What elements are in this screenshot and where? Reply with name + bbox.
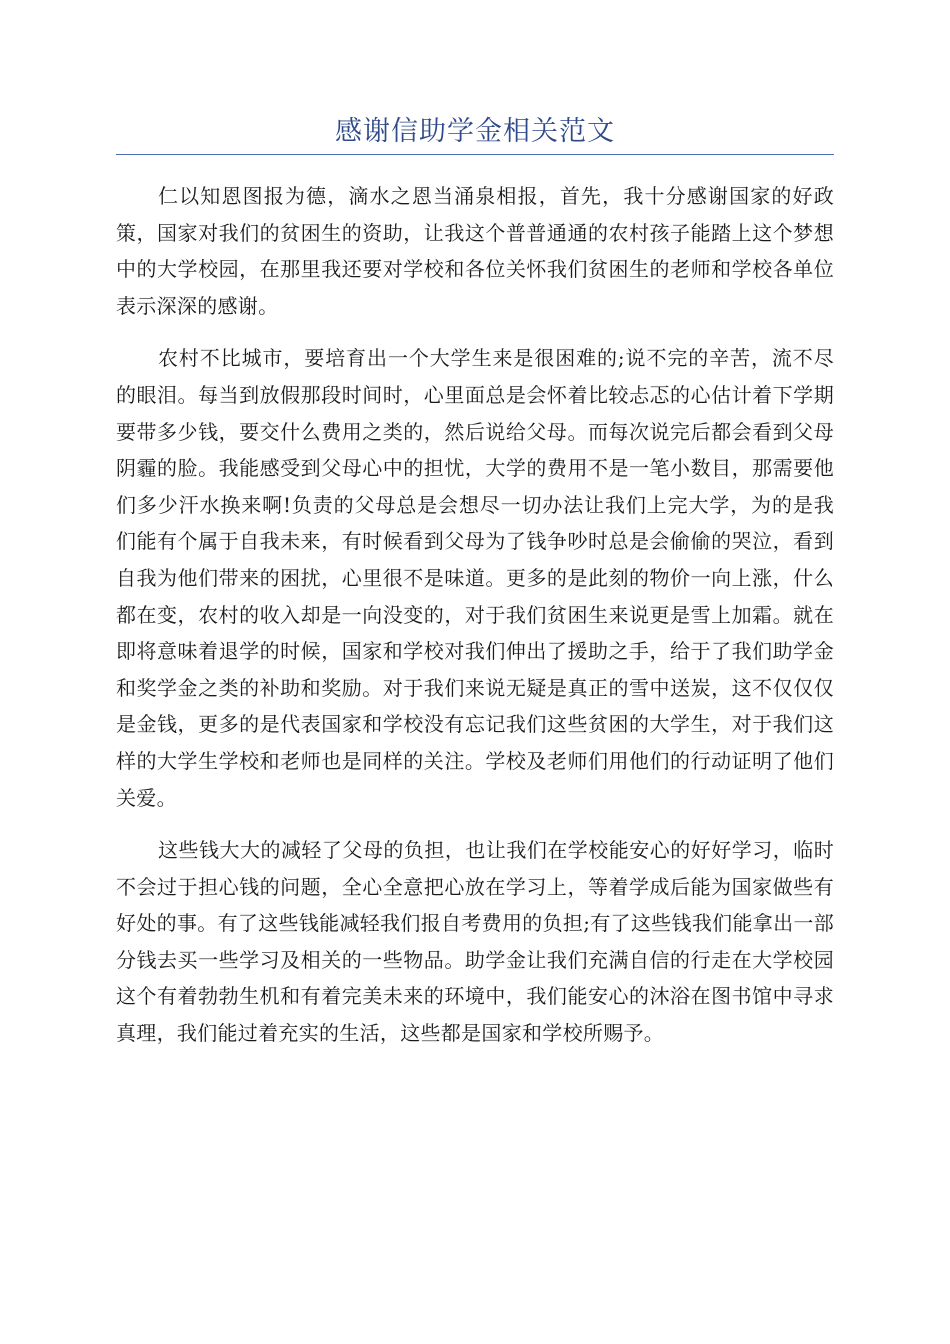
page-title: 感谢信助学金相关范文: [335, 116, 615, 147]
paragraph-2: 农村不比城市，要培育出一个大学生来是很困难的;说不完的辛苦，流不尽的眼泪。每当到放假那段时间时，心里面总是会怀着比较忐忑的心估计着下学期要带多少钱，要交什么费用之类的，然后说给父母。而每次说完后都会看到父母阴霾的脸。我能感受到父母心中的担忧，大学的费用不是一笔小数目，那需要他们多少汗水换来啊!负责的父母总是会想尽一切办法让我们上完大学，为的是我们能有个属于自我未来，有时候看到父母为了钱争吵时总是会偷偷的哭泣，看到自我为他们带来的困扰，心里很不是味道。更多的是此刻的物价一向上涨，什么都在变，农村的收入却是一向没变的，对于我们贫困生来说更是雪上加霜。就在即将意味着退学的时候，国家和学校对我们伸出了援助之手，给于了我们助学金和奖学金之类的补助和奖励。对于我们来说无疑是真正的雪中送炭，这不仅仅仅是金钱，更多的是代表国家和学校没有忘记我们这些贫困的大学生，对于我们这样的大学生学校和老师也是同样的关注。学校及老师们用他们的行动证明了他们关爱。: [116, 346, 834, 810]
document-body: [116, 178, 834, 1068]
paragraph-3: 这些钱大大的减轻了父母的负担，也让我们在学校能安心的好好学习，临时不会过于担心钱的问题，全心全意把心放在学习上，等着学成后能为国家做些有好处的事。有了这些钱能减轻我们报自考费用的负担;有了这些钱我们能拿出一部分钱去买一些学习及相关的一些物品。助学金让我们充满自信的行走在大学校园这个有着勃勃生机和有着完美未来的环境中，我们能安心的沐浴在图书馆中寻求真理，我们能过着充实的生活，这些都是国家和学校所赐予。: [116, 838, 834, 1046]
paragraph-1: 仁以知恩图报为德，滴水之恩当涌泉相报，首先，我十分感谢国家的好政策，国家对我们的贫困生的资助，让我这个普普通通的农村孩子能踏上这个梦想中的大学校园，在那里我还要对学校和各位关怀我们贫困生的老师和学校各单位表示深深的感谢。: [116, 184, 834, 318]
title-underline: [116, 154, 834, 155]
